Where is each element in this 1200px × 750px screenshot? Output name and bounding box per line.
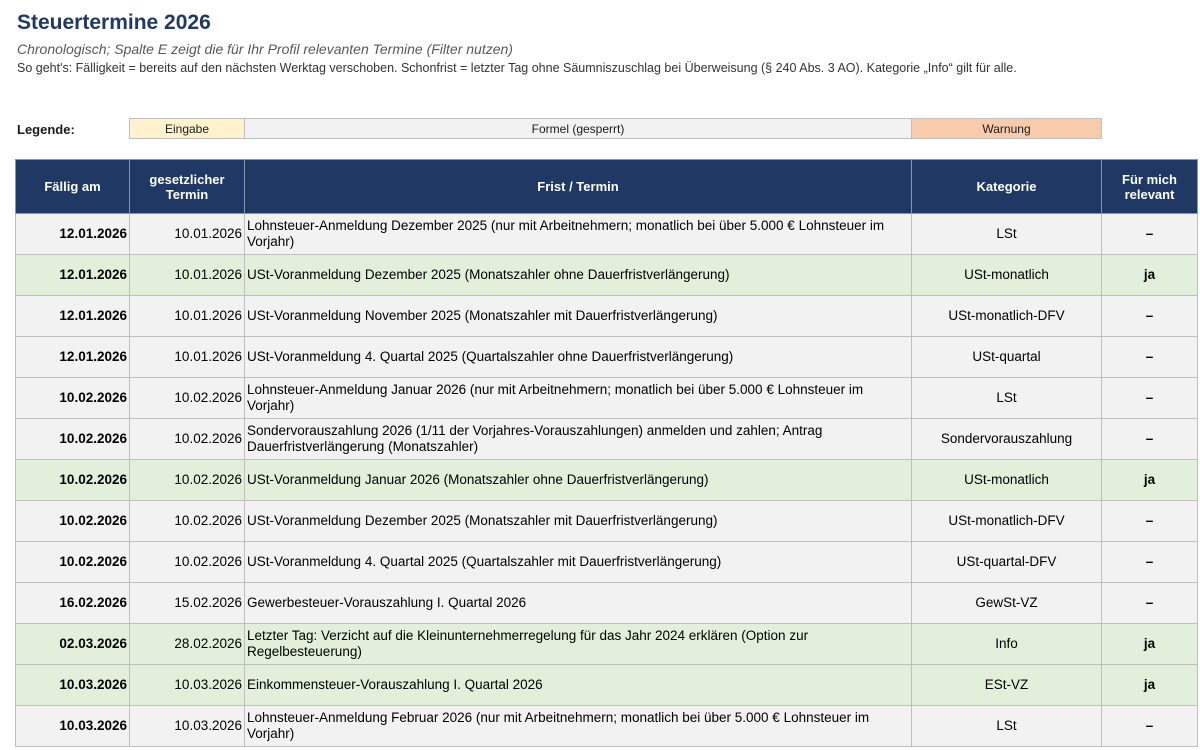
cell-frist-termin[interactable]: Einkommensteuer-Vorauszahlung I. Quartal 2026 — [245, 665, 912, 706]
cell-fuer-mich-relevant[interactable]: – — [1102, 378, 1198, 419]
cell-kategorie[interactable]: Info — [912, 624, 1102, 665]
cell-faellig-am[interactable]: 02.03.2026 — [16, 624, 130, 665]
cell-frist-termin[interactable]: Lohnsteuer-Anmeldung Dezember 2025 (nur mit Arbeitnehmern; monatlich bei über 5.000 € Lohnsteuer im Vorjahr) — [245, 214, 912, 255]
cell-faellig-am[interactable]: 12.01.2026 — [16, 337, 130, 378]
header-frist-termin[interactable]: Frist / Termin — [245, 160, 912, 214]
cell-gesetzlicher-termin[interactable]: 10.01.2026 — [130, 296, 245, 337]
cell-fuer-mich-relevant[interactable]: – — [1102, 583, 1198, 624]
table-row — [16, 665, 1198, 706]
cell-gesetzlicher-termin[interactable]: 10.01.2026 — [130, 255, 245, 296]
cell-fuer-mich-relevant[interactable]: – — [1102, 296, 1198, 337]
cell-fuer-mich-relevant[interactable]: – — [1102, 337, 1198, 378]
cell-fuer-mich-relevant[interactable]: – — [1102, 542, 1198, 583]
cell-faellig-am[interactable]: 10.03.2026 — [16, 706, 130, 747]
cell-fuer-mich-relevant[interactable]: – — [1102, 214, 1198, 255]
table-row — [16, 337, 1198, 378]
cell-gesetzlicher-termin[interactable]: 10.02.2026 — [130, 501, 245, 542]
cell-kategorie[interactable]: USt-monatlich-DFV — [912, 296, 1102, 337]
table-row — [16, 419, 1198, 460]
cell-frist-termin[interactable]: USt-Voranmeldung 4. Quartal 2025 (Quartalszahler ohne Dauerfristverlängerung) — [245, 337, 912, 378]
legend-eingabe: Eingabe — [129, 118, 245, 139]
cell-faellig-am[interactable]: 12.01.2026 — [16, 296, 130, 337]
cell-gesetzlicher-termin[interactable]: 15.02.2026 — [130, 583, 245, 624]
cell-faellig-am[interactable]: 10.02.2026 — [16, 378, 130, 419]
cell-faellig-am[interactable]: 16.02.2026 — [16, 583, 130, 624]
cell-fuer-mich-relevant[interactable]: – — [1102, 419, 1198, 460]
deadline-table — [15, 159, 1198, 747]
cell-frist-termin[interactable]: Letzter Tag: Verzicht auf die Kleinunternehmerregelung für das Jahr 2024 erklären (Option zur Regelbesteuerung) — [245, 624, 912, 665]
cell-faellig-am[interactable]: 12.01.2026 — [16, 255, 130, 296]
cell-kategorie[interactable]: USt-monatlich — [912, 255, 1102, 296]
table-row — [16, 542, 1198, 583]
cell-kategorie[interactable]: LSt — [912, 706, 1102, 747]
cell-faellig-am[interactable]: 10.03.2026 — [16, 665, 130, 706]
table-row — [16, 378, 1198, 419]
cell-frist-termin[interactable]: Lohnsteuer-Anmeldung Januar 2026 (nur mit Arbeitnehmern; monatlich bei über 5.000 € Lohnsteuer im Vorjahr) — [245, 378, 912, 419]
cell-kategorie[interactable]: GewSt-VZ — [912, 583, 1102, 624]
legend-formel: Formel (gesperrt) — [244, 118, 912, 139]
cell-fuer-mich-relevant[interactable]: – — [1102, 501, 1198, 542]
cell-frist-termin[interactable]: Gewerbesteuer-Vorauszahlung I. Quartal 2026 — [245, 583, 912, 624]
cell-gesetzlicher-termin[interactable]: 10.01.2026 — [130, 337, 245, 378]
cell-kategorie[interactable]: USt-quartal — [912, 337, 1102, 378]
table-row — [16, 296, 1198, 337]
cell-frist-termin[interactable]: USt-Voranmeldung Dezember 2025 (Monatszahler ohne Dauerfristverlängerung) — [245, 255, 912, 296]
cell-kategorie[interactable]: LSt — [912, 378, 1102, 419]
cell-frist-termin[interactable]: Lohnsteuer-Anmeldung Februar 2026 (nur mit Arbeitnehmern; monatlich bei über 5.000 € Lohnsteuer im Vorjahr) — [245, 706, 912, 747]
cell-kategorie[interactable]: USt-monatlich — [912, 460, 1102, 501]
table-row — [16, 583, 1198, 624]
cell-faellig-am[interactable]: 10.02.2026 — [16, 542, 130, 583]
cell-frist-termin[interactable]: USt-Voranmeldung November 2025 (Monatszahler mit Dauerfristverlängerung) — [245, 296, 912, 337]
header-kategorie[interactable]: Kategorie — [912, 160, 1102, 214]
cell-gesetzlicher-termin[interactable]: 10.03.2026 — [130, 665, 245, 706]
cell-kategorie[interactable]: USt-monatlich-DFV — [912, 501, 1102, 542]
header-faellig-am[interactable]: Fällig am — [16, 160, 130, 214]
cell-frist-termin[interactable]: USt-Voranmeldung 4. Quartal 2025 (Quartalszahler mit Dauerfristverlängerung) — [245, 542, 912, 583]
cell-faellig-am[interactable]: 10.02.2026 — [16, 460, 130, 501]
sheet-subtitle: Chronologisch; Spalte E zeigt die für Ihr Profil relevanten Termine (Filter nutzen) — [17, 41, 513, 57]
sheet-info-text: So geht's: Fälligkeit = bereits auf den nächsten Werktag verschoben. Schonfrist = letzter Tag ohne Säumniszuschlag bei Überweisung (§ 240 Abs. 3 AO). Kategorie „Info“ gilt für alle. — [17, 61, 1017, 75]
cell-frist-termin[interactable]: USt-Voranmeldung Januar 2026 (Monatszahler ohne Dauerfristverlängerung) — [245, 460, 912, 501]
cell-kategorie[interactable]: Sondervorauszahlung — [912, 419, 1102, 460]
header-gesetzlicher-termin[interactable]: gesetzlicher Termin — [130, 160, 245, 214]
cell-gesetzlicher-termin[interactable]: 10.02.2026 — [130, 460, 245, 501]
cell-fuer-mich-relevant[interactable]: ja — [1102, 460, 1198, 501]
cell-gesetzlicher-termin[interactable]: 10.03.2026 — [130, 706, 245, 747]
legend-label: Legende: — [17, 122, 75, 137]
cell-fuer-mich-relevant[interactable]: ja — [1102, 255, 1198, 296]
cell-frist-termin[interactable]: Sondervorauszahlung 2026 (1/11 der Vorjahres-Vorauszahlungen) anmelden und zahlen; Antrag Dauerfristverlängerung (Monatszahler) — [245, 419, 912, 460]
table-row — [16, 706, 1198, 747]
cell-kategorie[interactable]: USt-quartal-DFV — [912, 542, 1102, 583]
table-header-row — [16, 160, 1198, 214]
cell-gesetzlicher-termin[interactable]: 10.01.2026 — [130, 214, 245, 255]
cell-gesetzlicher-termin[interactable]: 28.02.2026 — [130, 624, 245, 665]
cell-faellig-am[interactable]: 12.01.2026 — [16, 214, 130, 255]
sheet-title: Steuertermine 2026 — [17, 11, 211, 34]
cell-gesetzlicher-termin[interactable]: 10.02.2026 — [130, 419, 245, 460]
cell-gesetzlicher-termin[interactable]: 10.02.2026 — [130, 542, 245, 583]
cell-fuer-mich-relevant[interactable]: – — [1102, 706, 1198, 747]
cell-fuer-mich-relevant[interactable]: ja — [1102, 665, 1198, 706]
cell-kategorie[interactable]: ESt-VZ — [912, 665, 1102, 706]
table-row — [16, 501, 1198, 542]
cell-frist-termin[interactable]: USt-Voranmeldung Dezember 2025 (Monatszahler mit Dauerfristverlängerung) — [245, 501, 912, 542]
table-row — [16, 460, 1198, 501]
table-row — [16, 214, 1198, 255]
cell-gesetzlicher-termin[interactable]: 10.02.2026 — [130, 378, 245, 419]
legend-warnung: Warnung — [911, 118, 1102, 139]
header-fuer-mich-relevant[interactable]: Für mich relevant — [1102, 160, 1198, 214]
table-row — [16, 624, 1198, 665]
cell-fuer-mich-relevant[interactable]: ja — [1102, 624, 1198, 665]
table-row — [16, 255, 1198, 296]
cell-faellig-am[interactable]: 10.02.2026 — [16, 419, 130, 460]
cell-kategorie[interactable]: LSt — [912, 214, 1102, 255]
cell-faellig-am[interactable]: 10.02.2026 — [16, 501, 130, 542]
